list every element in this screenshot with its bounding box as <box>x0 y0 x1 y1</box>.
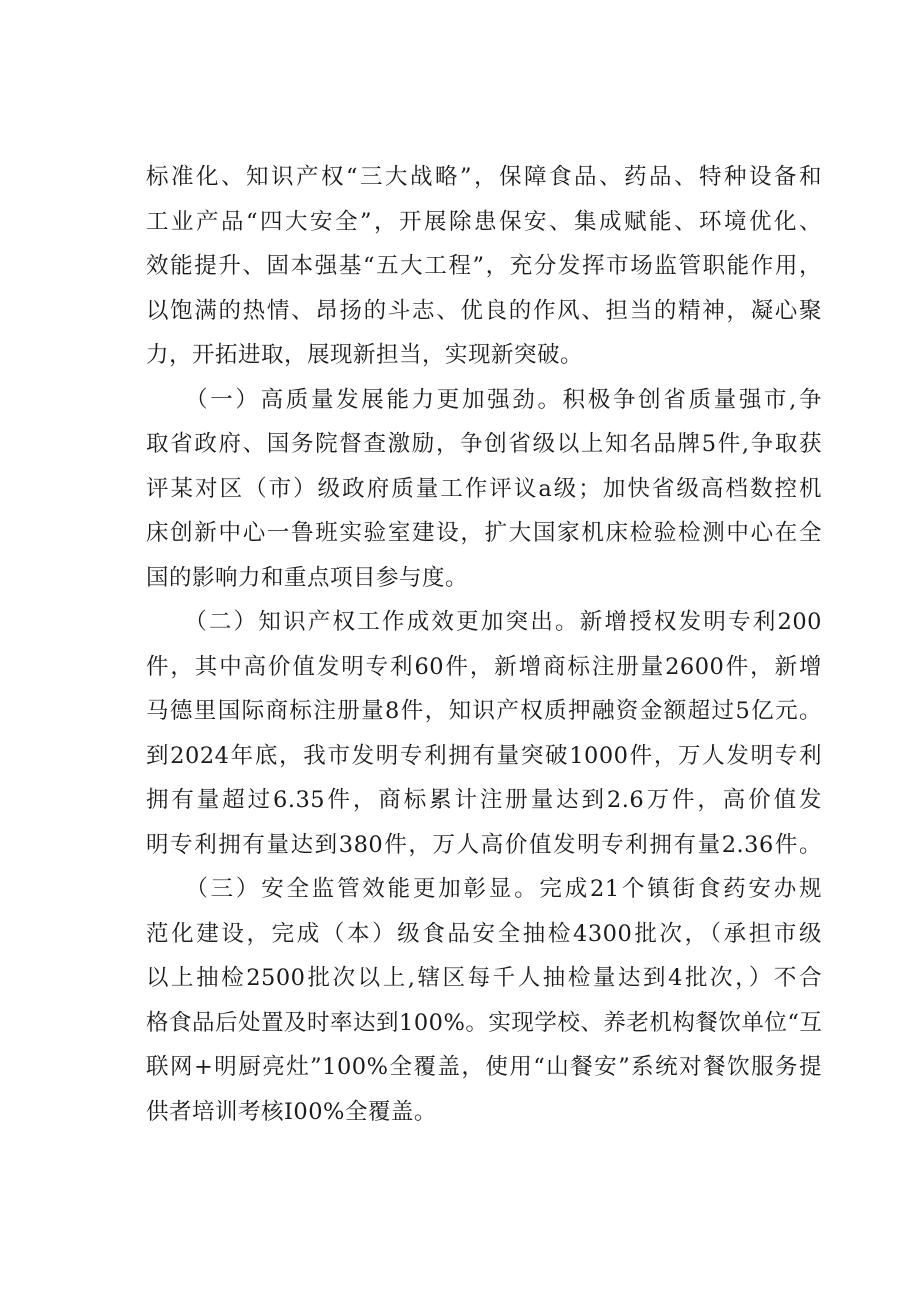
text-line: 格食品后处置及时率达到100%。实现学校、养老机构餐饮单位“互 <box>146 1009 822 1036</box>
text-line: 以饱满的热情、昂扬的斗志、优良的作风、担当的精神，凝心聚 <box>146 297 822 324</box>
text-line: 供者培训考核I00%全覆盖。 <box>146 1098 437 1125</box>
text-line: 拥有量超过6.35件，商标累计注册量达到2.6万件，高价值发 <box>146 787 822 813</box>
text-line: 取省政府、国务院督查激励，争创省级以上知名品牌5件,争取获 <box>146 431 822 457</box>
text-line: 马德里国际商标注册量8件，知识产权质押融资金额超过5亿元。 <box>146 698 822 724</box>
text-line: （三）安全监管效能更加彰显。完成21个镇街食药安办规 <box>146 876 822 902</box>
text-line: 标准化、知识产权“三大战略”，保障食品、药品、特种设备和 <box>146 164 822 190</box>
text-line: 工业产品“四大安全”，开展除患保安、集成赋能、环境优化、 <box>146 208 822 235</box>
text-line: 明专利拥有量达到380件，万人高价值发明专利拥有量2.36件。 <box>146 831 822 858</box>
text-line: 到2024年底，我市发明专利拥有量突破1000件，万人发明专利 <box>146 742 822 769</box>
text-line: 件，其中高价值发明专利60件，新增商标注册量2600件，新增 <box>146 653 822 680</box>
text-line: 范化建设，完成（本）级食品安全抽检4300批次，（承担市级 <box>146 920 822 947</box>
text-line: 效能提升、固本强基“五大工程”，充分发挥市场监管职能作用， <box>146 253 822 279</box>
text-line: （二）知识产权工作成效更加突出。新增授权发明专利200 <box>146 609 822 635</box>
text-line: 床创新中心一鲁班实验室建设，扩大国家机床检验检测中心在全 <box>146 520 822 546</box>
text-line: 联网+明厨亮灶”100%全覆盖，使用“山餐安”系统对餐饮服务提 <box>146 1054 822 1080</box>
text-line: （一）高质量发展能力更加强劲。积极争创省质量强市,争 <box>146 386 822 413</box>
text-line: 国的影响力和重点项目参与度。 <box>146 564 469 591</box>
document-body <box>146 155 822 1134</box>
text-line: 力，开拓进取，展现新担当，实现新突破。 <box>146 342 584 368</box>
text-line: 以上抽检2500批次以上,辖区每千人抽检量达到4批次，）不合 <box>146 965 822 991</box>
text-line: 评某对区（市）级政府质量工作评议a级；加快省级高档数控机 <box>146 475 822 502</box>
